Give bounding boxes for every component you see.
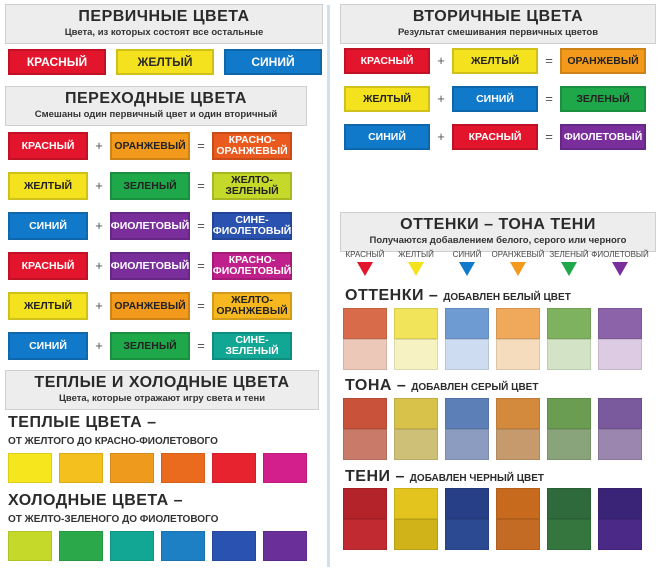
primary-title: ПЕРВИЧНЫЕ ЦВЕТА xyxy=(78,8,250,25)
block-bottom-3 xyxy=(445,429,489,460)
secondary-subtitle: Результат смешивания первичных цветов xyxy=(397,27,599,38)
primary-swatch-3: СИНИЙ xyxy=(224,49,322,75)
op-equals: = xyxy=(197,338,205,353)
swatch-красный: КРАСНЫЙ xyxy=(8,132,88,160)
op-equals: = xyxy=(197,218,205,233)
swatch-желто-оранжевый: ЖЕЛТО- ОРАНЖЕВЫЙ xyxy=(212,292,292,320)
op-equals: = xyxy=(545,91,553,106)
primary-header xyxy=(5,4,323,44)
tri-label-6: ФИОЛЕТОВЫЙ xyxy=(591,250,649,259)
warmcold-subtitle: Цвета, которые отражают игру света и тени xyxy=(58,393,266,404)
op-plus: + xyxy=(437,53,445,68)
swatch-синий: СИНИЙ xyxy=(8,212,88,240)
swatch-сине-фиолетовый: СИНЕ- ФИОЛЕТОВЫЙ xyxy=(212,212,292,240)
warmcold-header xyxy=(5,370,319,410)
cold-subtitle: ОТ ЖЕЛТО-ЗЕЛЕНОГО ДО ФИОЛЕТОВОГО xyxy=(8,514,219,525)
tints-note: ДОБАВЛЕН БЕЛЫЙ ЦВЕТ xyxy=(443,292,571,303)
tri-label-1: КРАСНЫЙ xyxy=(345,250,385,259)
primary-swatch-2: ЖЕЛТЫЙ xyxy=(116,49,214,75)
block-bottom-6 xyxy=(598,339,642,370)
warm-subtitle: ОТ ЖЕЛТОГО ДО КРАСНО-ФИОЛЕТОВОГО xyxy=(8,436,218,447)
swatch-синий: СИНИЙ xyxy=(344,124,430,150)
op-plus: + xyxy=(95,338,103,353)
warm-title: ТЕПЛЫЕ ЦВЕТА – xyxy=(8,414,157,431)
block-top-5 xyxy=(547,398,591,429)
op-plus: + xyxy=(95,218,103,233)
tri-label-5: ЗЕЛЕНЫЙ xyxy=(549,250,589,259)
color-block xyxy=(59,531,103,561)
tri-4-icon xyxy=(510,262,526,276)
swatch-красный: КРАСНЫЙ xyxy=(452,124,538,150)
op-equals: = xyxy=(197,178,205,193)
op-plus: + xyxy=(437,91,445,106)
block-top-5 xyxy=(547,308,591,339)
block-top-4 xyxy=(496,488,540,519)
block-bottom-2 xyxy=(394,519,438,550)
color-block xyxy=(161,453,205,483)
tri-3-icon xyxy=(459,262,475,276)
swatch-оранжевый: ОРАНЖЕВЫЙ xyxy=(110,292,190,320)
tints-title-text: ОТТЕНКИ xyxy=(345,287,424,304)
op-equals: = xyxy=(545,129,553,144)
tri-5-icon xyxy=(561,262,577,276)
shade-note: ДОБАВЛЕН ЧЕРНЫЙ ЦВЕТ xyxy=(409,473,545,484)
swatch-оранжевый: ОРАНЖЕВЫЙ xyxy=(560,48,646,74)
secondary-title: ВТОРИЧНЫЕ ЦВЕТА xyxy=(412,8,584,25)
block-bottom-2 xyxy=(394,429,438,460)
block-bottom-5 xyxy=(547,429,591,460)
block-top-2 xyxy=(394,488,438,519)
block-bottom-5 xyxy=(547,339,591,370)
tertiary-subtitle: Смешаны один первичный цвет и один вторичный xyxy=(34,109,278,120)
block-top-6 xyxy=(598,488,642,519)
tones-title-text: ТОНА xyxy=(345,377,392,394)
swatch-сине-зеленый: СИНЕ- ЗЕЛЕНЫЙ xyxy=(212,332,292,360)
shades-title: ОТТЕНКИ – ТОНА ТЕНИ xyxy=(400,216,596,233)
primary-swatch-1: КРАСНЫЙ xyxy=(8,49,106,75)
block-top-3 xyxy=(445,488,489,519)
shades-subtitle: Получаются добавлением белого, серого или черного xyxy=(369,235,627,246)
block-top-6 xyxy=(598,398,642,429)
tri-2-icon xyxy=(408,262,424,276)
swatch-синий: СИНИЙ xyxy=(8,332,88,360)
color-block xyxy=(263,453,307,483)
swatch-желтый: ЖЕЛТЫЙ xyxy=(344,86,430,112)
tri-label-3: СИНИЙ xyxy=(452,250,482,259)
block-bottom-2 xyxy=(394,339,438,370)
shade-title-text: ТЕНИ xyxy=(345,468,391,485)
column-divider xyxy=(327,5,330,567)
op-plus: + xyxy=(95,298,103,313)
color-block xyxy=(212,531,256,561)
tints-title: ОТТЕНКИ – ДОБАВЛЕН БЕЛЫЙ ЦВЕТ xyxy=(345,287,571,304)
block-top-2 xyxy=(394,308,438,339)
block-bottom-4 xyxy=(496,429,540,460)
color-block xyxy=(110,453,154,483)
swatch-желтый: ЖЕЛТЫЙ xyxy=(8,172,88,200)
tri-label-2: ЖЕЛТЫЙ xyxy=(398,250,434,259)
block-top-6 xyxy=(598,308,642,339)
tertiary-header xyxy=(5,86,307,126)
swatch-фиолетовый: ФИОЛЕТОВЫЙ xyxy=(110,212,190,240)
block-bottom-6 xyxy=(598,429,642,460)
block-top-4 xyxy=(496,398,540,429)
warmcold-title: ТЕПЛЫЕ И ХОЛОДНЫЕ ЦВЕТА xyxy=(34,374,290,391)
swatch-зеленый: ЗЕЛЕНЫЙ xyxy=(110,332,190,360)
block-top-5 xyxy=(547,488,591,519)
block-top-1 xyxy=(343,488,387,519)
color-block xyxy=(263,531,307,561)
swatch-красный: КРАСНЫЙ xyxy=(8,252,88,280)
block-bottom-1 xyxy=(343,519,387,550)
block-top-1 xyxy=(343,308,387,339)
block-top-3 xyxy=(445,398,489,429)
tri-label-4: ОРАНЖЕВЫЙ xyxy=(491,250,545,259)
op-equals: = xyxy=(197,258,205,273)
color-block xyxy=(212,453,256,483)
swatch-зеленый: ЗЕЛЕНЫЙ xyxy=(110,172,190,200)
swatch-фиолетовый: ФИОЛЕТОВЫЙ xyxy=(110,252,190,280)
color-block xyxy=(161,531,205,561)
op-equals: = xyxy=(197,298,205,313)
block-top-2 xyxy=(394,398,438,429)
swatch-желто-зеленый: ЖЕЛТО- ЗЕЛЕНЫЙ xyxy=(212,172,292,200)
op-equals: = xyxy=(545,53,553,68)
color-block xyxy=(59,453,103,483)
swatch-желтый: ЖЕЛТЫЙ xyxy=(8,292,88,320)
tones-note: ДОБАВЛЕН СЕРЫЙ ЦВЕТ xyxy=(411,382,539,393)
swatch-красно-оранжевый: КРАСНО- ОРАНЖЕВЫЙ xyxy=(212,132,292,160)
swatch-желтый: ЖЕЛТЫЙ xyxy=(452,48,538,74)
swatch-фиолетовый: ФИОЛЕТОВЫЙ xyxy=(560,124,646,150)
tri-1-icon xyxy=(357,262,373,276)
block-top-4 xyxy=(496,308,540,339)
color-block xyxy=(8,531,52,561)
op-plus: + xyxy=(95,258,103,273)
color-block xyxy=(110,531,154,561)
tri-6-icon xyxy=(612,262,628,276)
op-plus: + xyxy=(95,138,103,153)
color-block xyxy=(8,453,52,483)
tones-title: ТОНА – ДОБАВЛЕН СЕРЫЙ ЦВЕТ xyxy=(345,377,539,394)
block-bottom-5 xyxy=(547,519,591,550)
op-equals: = xyxy=(197,138,205,153)
block-bottom-6 xyxy=(598,519,642,550)
block-bottom-1 xyxy=(343,429,387,460)
primary-subtitle: Цвета, из которых состоят все остальные xyxy=(64,27,264,38)
op-plus: + xyxy=(95,178,103,193)
shade-title: ТЕНИ – ДОБАВЛЕН ЧЕРНЫЙ ЦВЕТ xyxy=(345,468,545,485)
cold-title: ХОЛОДНЫЕ ЦВЕТА – xyxy=(8,492,184,509)
block-bottom-1 xyxy=(343,339,387,370)
shades-header xyxy=(340,212,656,252)
swatch-красно-фиолетовый: КРАСНО- ФИОЛЕТОВЫЙ xyxy=(212,252,292,280)
op-plus: + xyxy=(437,129,445,144)
block-bottom-3 xyxy=(445,519,489,550)
swatch-оранжевый: ОРАНЖЕВЫЙ xyxy=(110,132,190,160)
swatch-зеленый: ЗЕЛЕНЫЙ xyxy=(560,86,646,112)
tertiary-title: ПЕРЕХОДНЫЕ ЦВЕТА xyxy=(65,90,247,107)
block-bottom-4 xyxy=(496,339,540,370)
block-bottom-3 xyxy=(445,339,489,370)
block-top-1 xyxy=(343,398,387,429)
block-bottom-4 xyxy=(496,519,540,550)
secondary-header xyxy=(340,4,656,44)
swatch-синий: СИНИЙ xyxy=(452,86,538,112)
block-top-3 xyxy=(445,308,489,339)
swatch-красный: КРАСНЫЙ xyxy=(344,48,430,74)
